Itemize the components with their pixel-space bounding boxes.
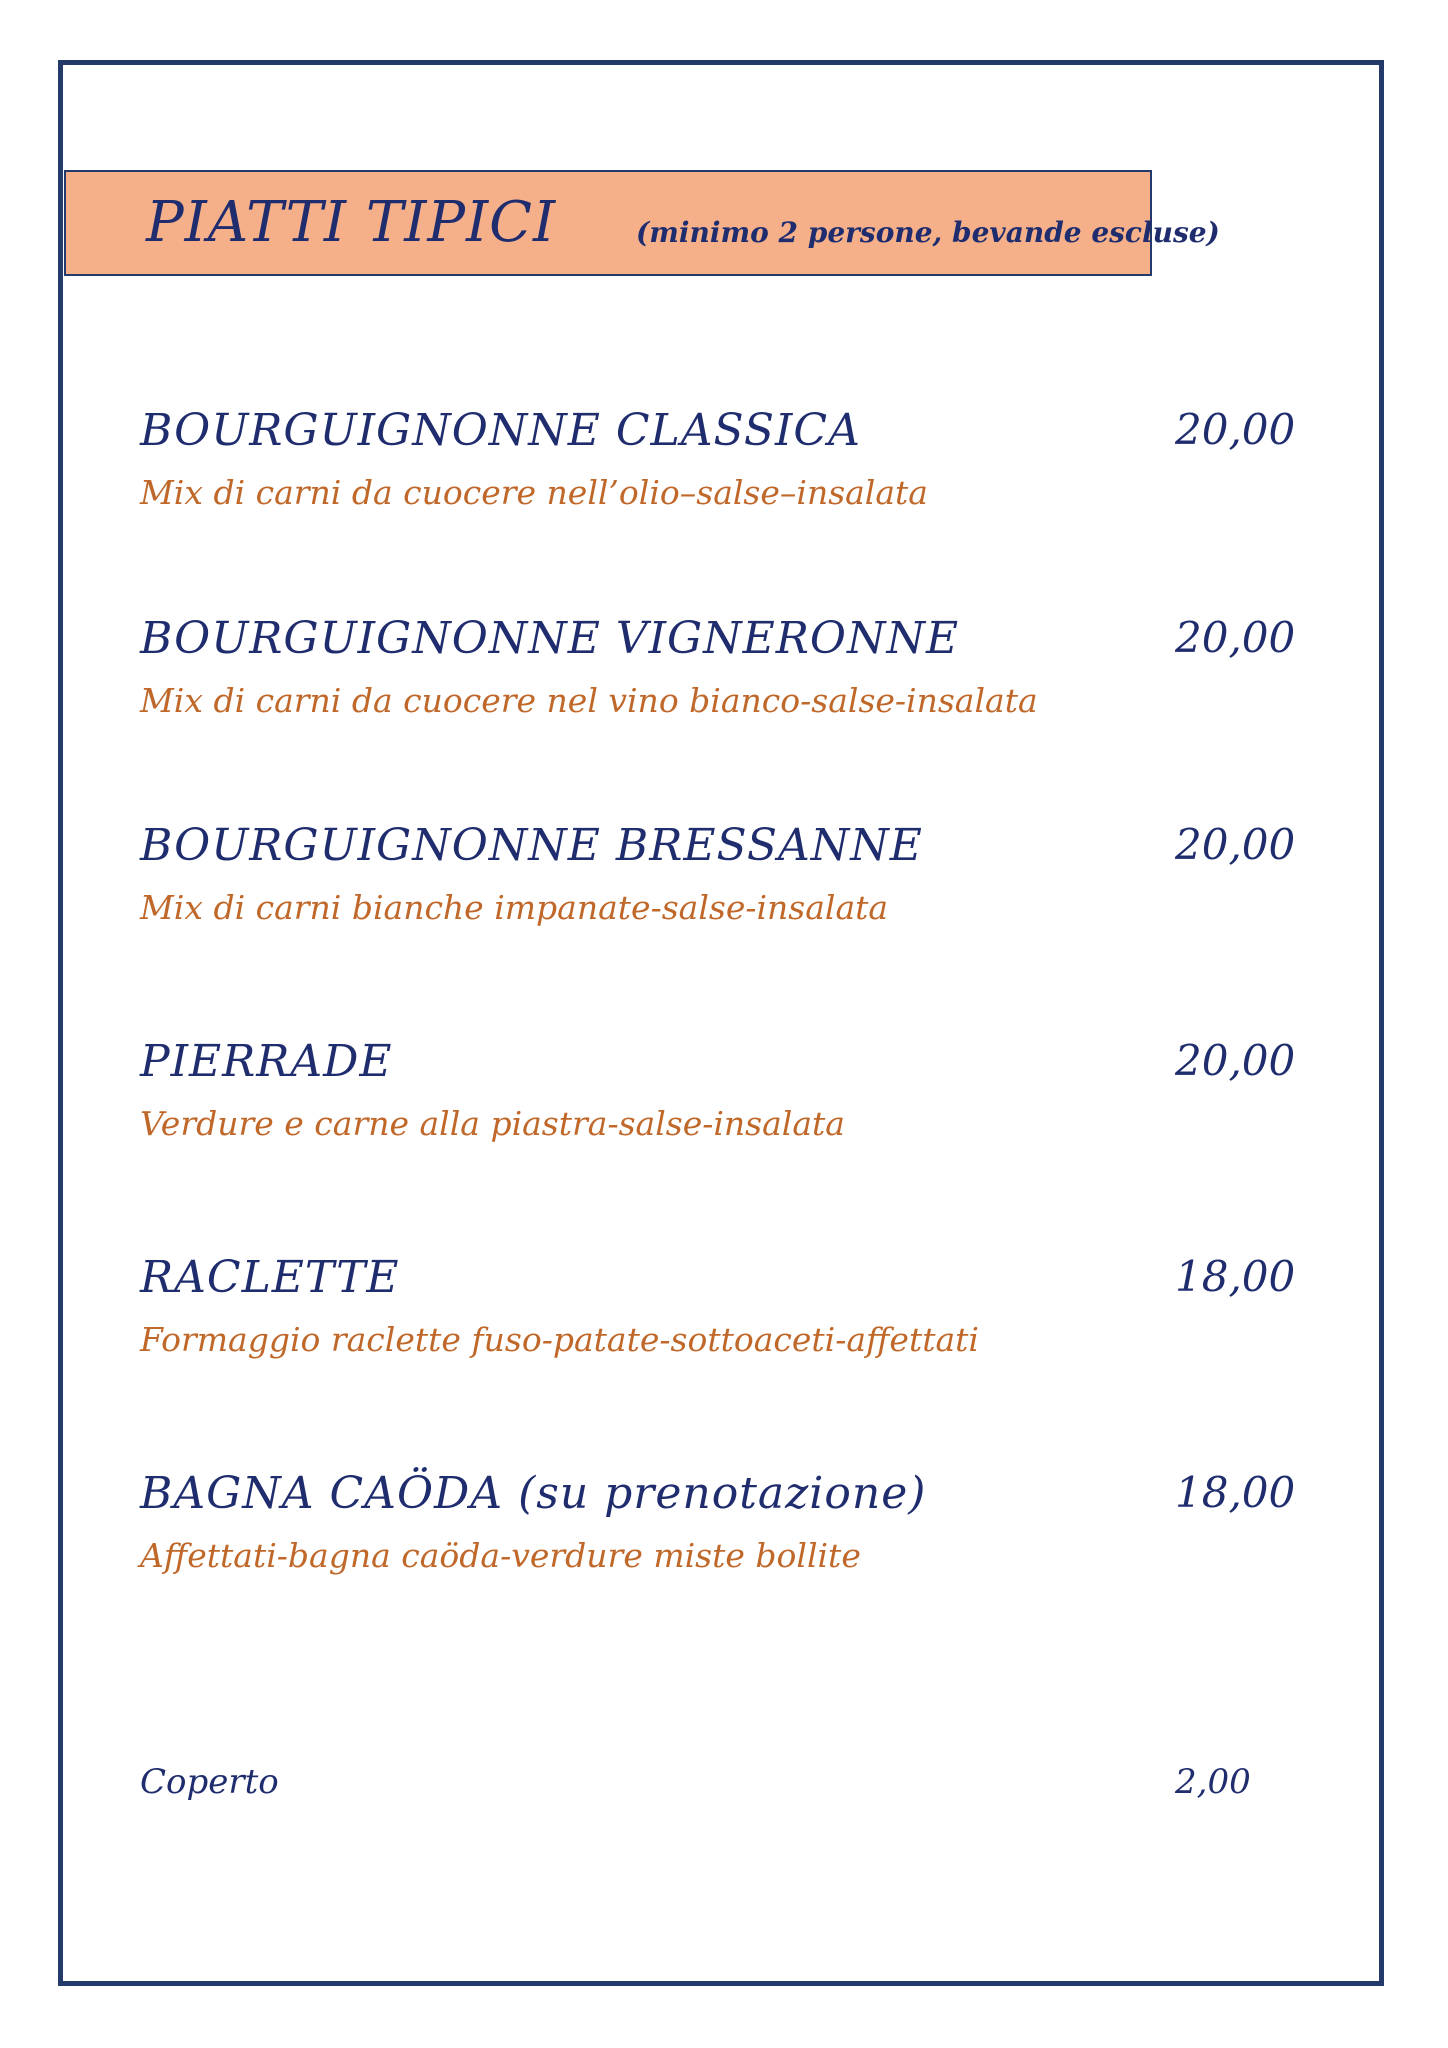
menu-item-description: Mix di carni da cuocere nel vino bianco-salse-insalata (140, 681, 1038, 720)
section-title: PIATTI TIPICI (146, 190, 557, 255)
cover-charge-price: 2,00 (1175, 1762, 1251, 1802)
menu-item-description: Verdure e carne alla piastra-salse-insalata (140, 1104, 845, 1143)
menu-item-name: BOURGUIGNONNE BRESSANNE (140, 820, 923, 871)
menu-page-frame (58, 60, 1384, 1986)
cover-charge-label: Coperto (140, 1762, 279, 1802)
menu-item-description: Formaggio raclette fuso-patate-sottoaceti-affettati (140, 1320, 979, 1359)
menu-item-price: 18,00 (1175, 1468, 1296, 1517)
menu-item-description: Affettati-bagna caöda-verdure miste bollite (140, 1536, 861, 1575)
section-subtitle: (minimo 2 persone, bevande escluse) (636, 216, 1220, 249)
menu-item-price: 20,00 (1175, 405, 1296, 454)
menu-item-name: BOURGUIGNONNE VIGNERONNE (140, 613, 960, 664)
menu-item-name: BOURGUIGNONNE CLASSICA (140, 405, 861, 456)
menu-item-price: 20,00 (1175, 1036, 1296, 1085)
menu-item-price: 20,00 (1175, 820, 1296, 869)
menu-item-name: PIERRADE (140, 1036, 393, 1087)
section-header (64, 170, 1220, 276)
menu-item-name: BAGNA CAÖDA (su prenotazione) (140, 1468, 927, 1519)
menu-item-description: Mix di carni bianche impanate-salse-insalata (140, 888, 889, 927)
menu-item-description: Mix di carni da cuocere nell’olio–salse–insalata (140, 473, 928, 512)
menu-item-price: 18,00 (1175, 1252, 1296, 1301)
menu-item-name: RACLETTE (140, 1252, 400, 1303)
menu-item-price: 20,00 (1175, 613, 1296, 662)
